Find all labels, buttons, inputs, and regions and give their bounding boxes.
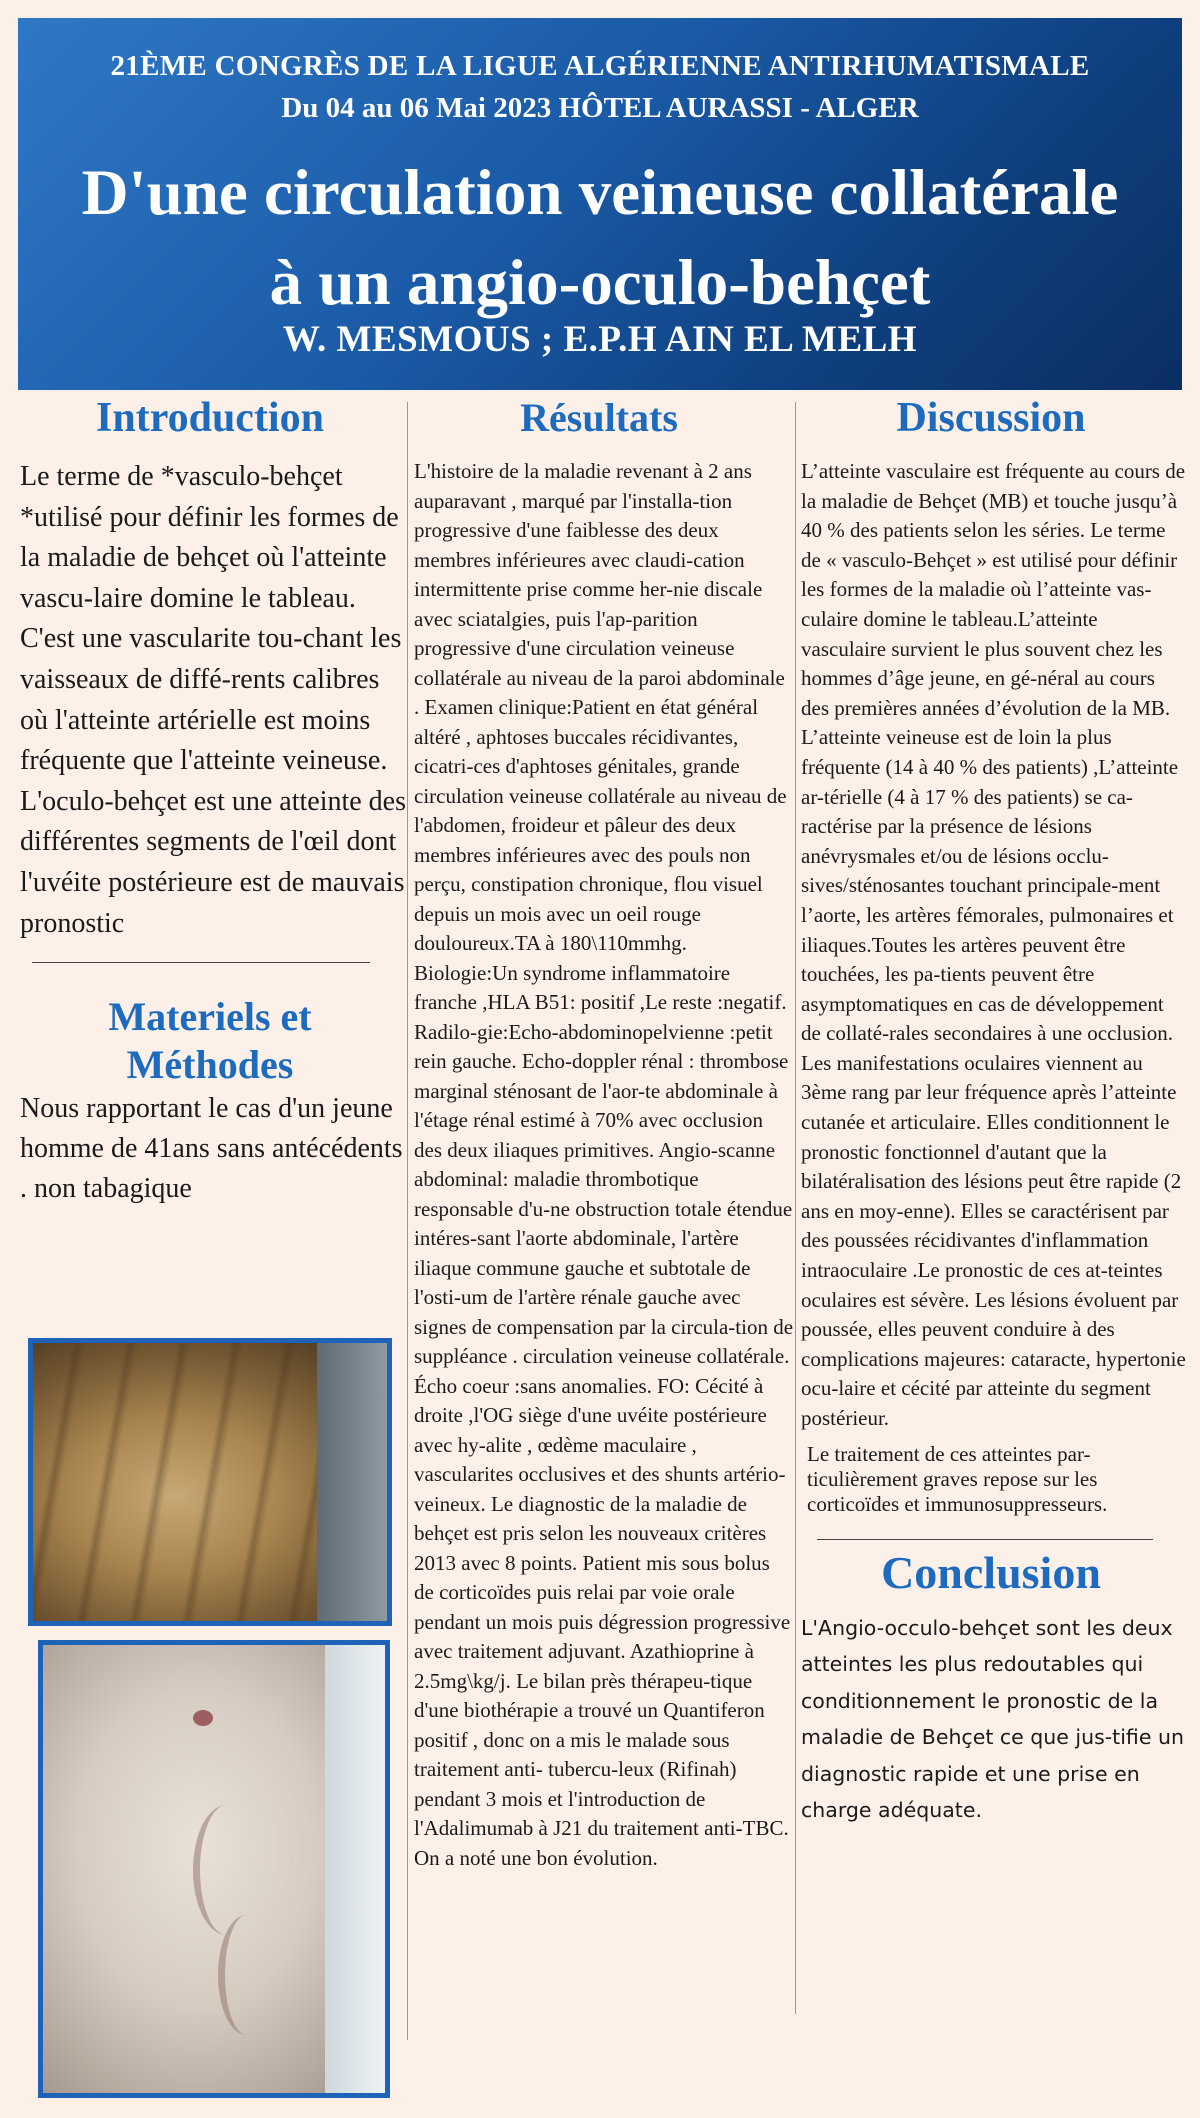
introduction-heading: Introduction bbox=[96, 395, 324, 441]
column-left bbox=[18, 393, 410, 1209]
poster-title-line1: D'une circulation veineuse collatérale bbox=[81, 157, 1119, 229]
congress-name: 21ÈME CONGRÈS DE LA LIGUE ALGÉRIENNE ANTIRHUMATISMALE bbox=[110, 50, 1090, 82]
header-banner bbox=[18, 18, 1182, 390]
column-middle bbox=[404, 393, 794, 1873]
section-separator bbox=[817, 1539, 1153, 1540]
introduction-text: Le terme de *vasculo-behçet *utilisé pour définir les formes de la maladie de behçet où l'atteinte vascu-laire domine le tableau. C'est une vascularite tou-chant les vaisseaux de diffé-rents calibres où l'atteinte artérielle est moins fréquente que l'atteinte veineuse. L'oculo-behçet est une atteinte des différentes segments de l'œil dont l'uvéite postérieure est de mauvais pronostic bbox=[20, 461, 406, 939]
collateral-vein bbox=[218, 1915, 275, 2035]
abdomen-photo bbox=[28, 1338, 392, 1626]
discussion-heading: Discussion bbox=[896, 395, 1086, 441]
conclusion-text: L'Angio-occulo-behçet sont les deux atteintes les plus redoutables qui conditionnement le pronostic de la maladie de Behçet ce que jus-tifie un diagnostic rapide et une prise en charge adéquate. bbox=[801, 1615, 1184, 1823]
poster-title bbox=[18, 148, 1182, 328]
photo-background bbox=[317, 1343, 387, 1621]
discussion-paragraph-3: Le traitement de ces atteintes par-ticulièrement graves repose sur les corticoïdes et immunosuppresseurs. bbox=[807, 1441, 1108, 1516]
poster-title-line2: à un angio-oculo-behçet bbox=[269, 247, 931, 319]
photo-detail bbox=[193, 1710, 213, 1726]
methods-heading-line1: Materiels et bbox=[108, 994, 312, 1040]
section-separator bbox=[32, 962, 370, 963]
conclusion-heading: Conclusion bbox=[881, 1546, 1101, 1598]
discussion-paragraph-1: L’atteinte vasculaire est fréquente au cours de la maladie de Behçet (MB) et touche jusqu’à 40 % des patients selon les séries. Le terme de « vasculo-Behçet » est utilisé pour définir les formes de la maladie où l’atteinte vas-culaire domine le tableau.L’atteinte vasculaire survient le plus souvent chez les hommes d’âge jeune, en gé-néral au cours des premières années d’évolution de la MB. L’atteinte veineuse est de loin la plus fréquente (14 à 40 % des patients) ,L’atteinte ar-térielle (4 à 17 % des patients) se ca-ractérise par la présence de lésions anévrysmales et/ou de lésions occlu-sives/sténosantes touchant principale-ment l’aorte, les artères fémorales, pulmonaires et iliaques.Toutes les artères peuvent être touchées, les pa-tients peuvent être asymptomatiques en cas de développement de collaté-rales secondaires à une occlusion. bbox=[801, 459, 1186, 1046]
discussion-paragraph-2: Les manifestations oculaires viennent au 3ème rang par leur fréquence après l’atteinte cutanée et articulaire. Elles conditionnent le pronostic fonctionnel d'autant que la bilatéralisation des lésions peut être rapide (2 ans en moy-enne). Elles se caractérisent par des poussées récidivantes d'inflammation intraoculaire .Le pronostic de ces at-teintes oculaires est sévère. Les lésions évoluent par poussée, elles peuvent conduire à des complications majeures: cataracte, hypertonie ocu-laire et cécité par atteinte du segment postérieur. bbox=[801, 1050, 1186, 1430]
torso-photo bbox=[38, 1640, 390, 2098]
discussion-text bbox=[801, 457, 1187, 1517]
photo-background bbox=[325, 1645, 385, 2093]
authors: W. MESMOUS ; E.P.H AIN EL MELH bbox=[282, 319, 918, 360]
methods-heading bbox=[10, 993, 410, 1089]
methods-text: Nous rapportant le cas d'un jeune homme de 41ans sans antécédents . non tabagique bbox=[20, 1093, 403, 1205]
congress-dates: Du 04 au 06 Mai 2023 HÔTEL AURASSI - ALGER bbox=[281, 92, 919, 124]
column-right bbox=[795, 393, 1187, 1829]
results-text: L'histoire de la maladie revenant à 2 ans auparavant , marqué par l'installa-tion progressive d'une faiblesse des deux membres inférieures avec claudi-cation intermittente prise comme her-nie discale avec sciatalgies, puis l'ap-parition progressive d'une circulation veineuse collatérale au niveau de la paroi abdominale . Examen clinique:Patient en état général altéré , aphtoses buccales récidivantes, cicatri-ces d'aphtoses génitales, grande circulation veineuse collatérale au niveau de l'abdomen, froideur et pâleur des deux membres inférieures avec des pouls non perçu, constipation chronique, flou visuel depuis un mois avec un oeil rouge douloureux.TA à 180\110mmhg. Biologie:Un syndrome inflammatoire franche ,HLA B51: positif ,Le reste :negatif. Radilo-gie:Echo-abdominopelvienne :petit rein gauche. Echo-doppler rénal : thrombose marginal sténosant de l'aor-te abdominale à l'étage rénal estimé à 70% avec occlusion des deux iliaques primitives. Angio-scanne abdominal: maladie thrombotique responsable d'u-ne obstruction totale étendue intéres-sant l'aorte abdominale, l'artère iliaque commune gauche et subtotale de l'osti-um de l'artère rénale gauche avec signes de compensation par la circula-tion de suppléance . circulation veineuse collatérale. Écho coeur :sans anomalies. FO: Cécité à droite ,l'OG siège d'une uvéite postérieure avec hy-alite , œdème maculaire , vascularites occlusives et des shunts artério-veineux. Le diagnostic de la maladie de behçet est pris selon les nouveaux critères 2013 avec 8 points. Patient mis sous bolus de corticoïdes puis relai par voie orale pendant un mois puis dégression progressive avec traitement adjuvant. Azathioprine à 2.5mg\kg/j. Le bilan près thérapeu-tique d'une biothérapie a trouvé un Quantiferon positif , donc on a mis le malade sous traitement anti- tubercu-leux (Rifinah) pendant 3 mois et l'introduction de l'Adalimumab à J21 du traitement anti-TBC. On a noté une bon évolution. bbox=[414, 459, 794, 1870]
methods-heading-line2: Méthodes bbox=[126, 1042, 294, 1088]
results-heading: Résultats bbox=[520, 395, 678, 440]
